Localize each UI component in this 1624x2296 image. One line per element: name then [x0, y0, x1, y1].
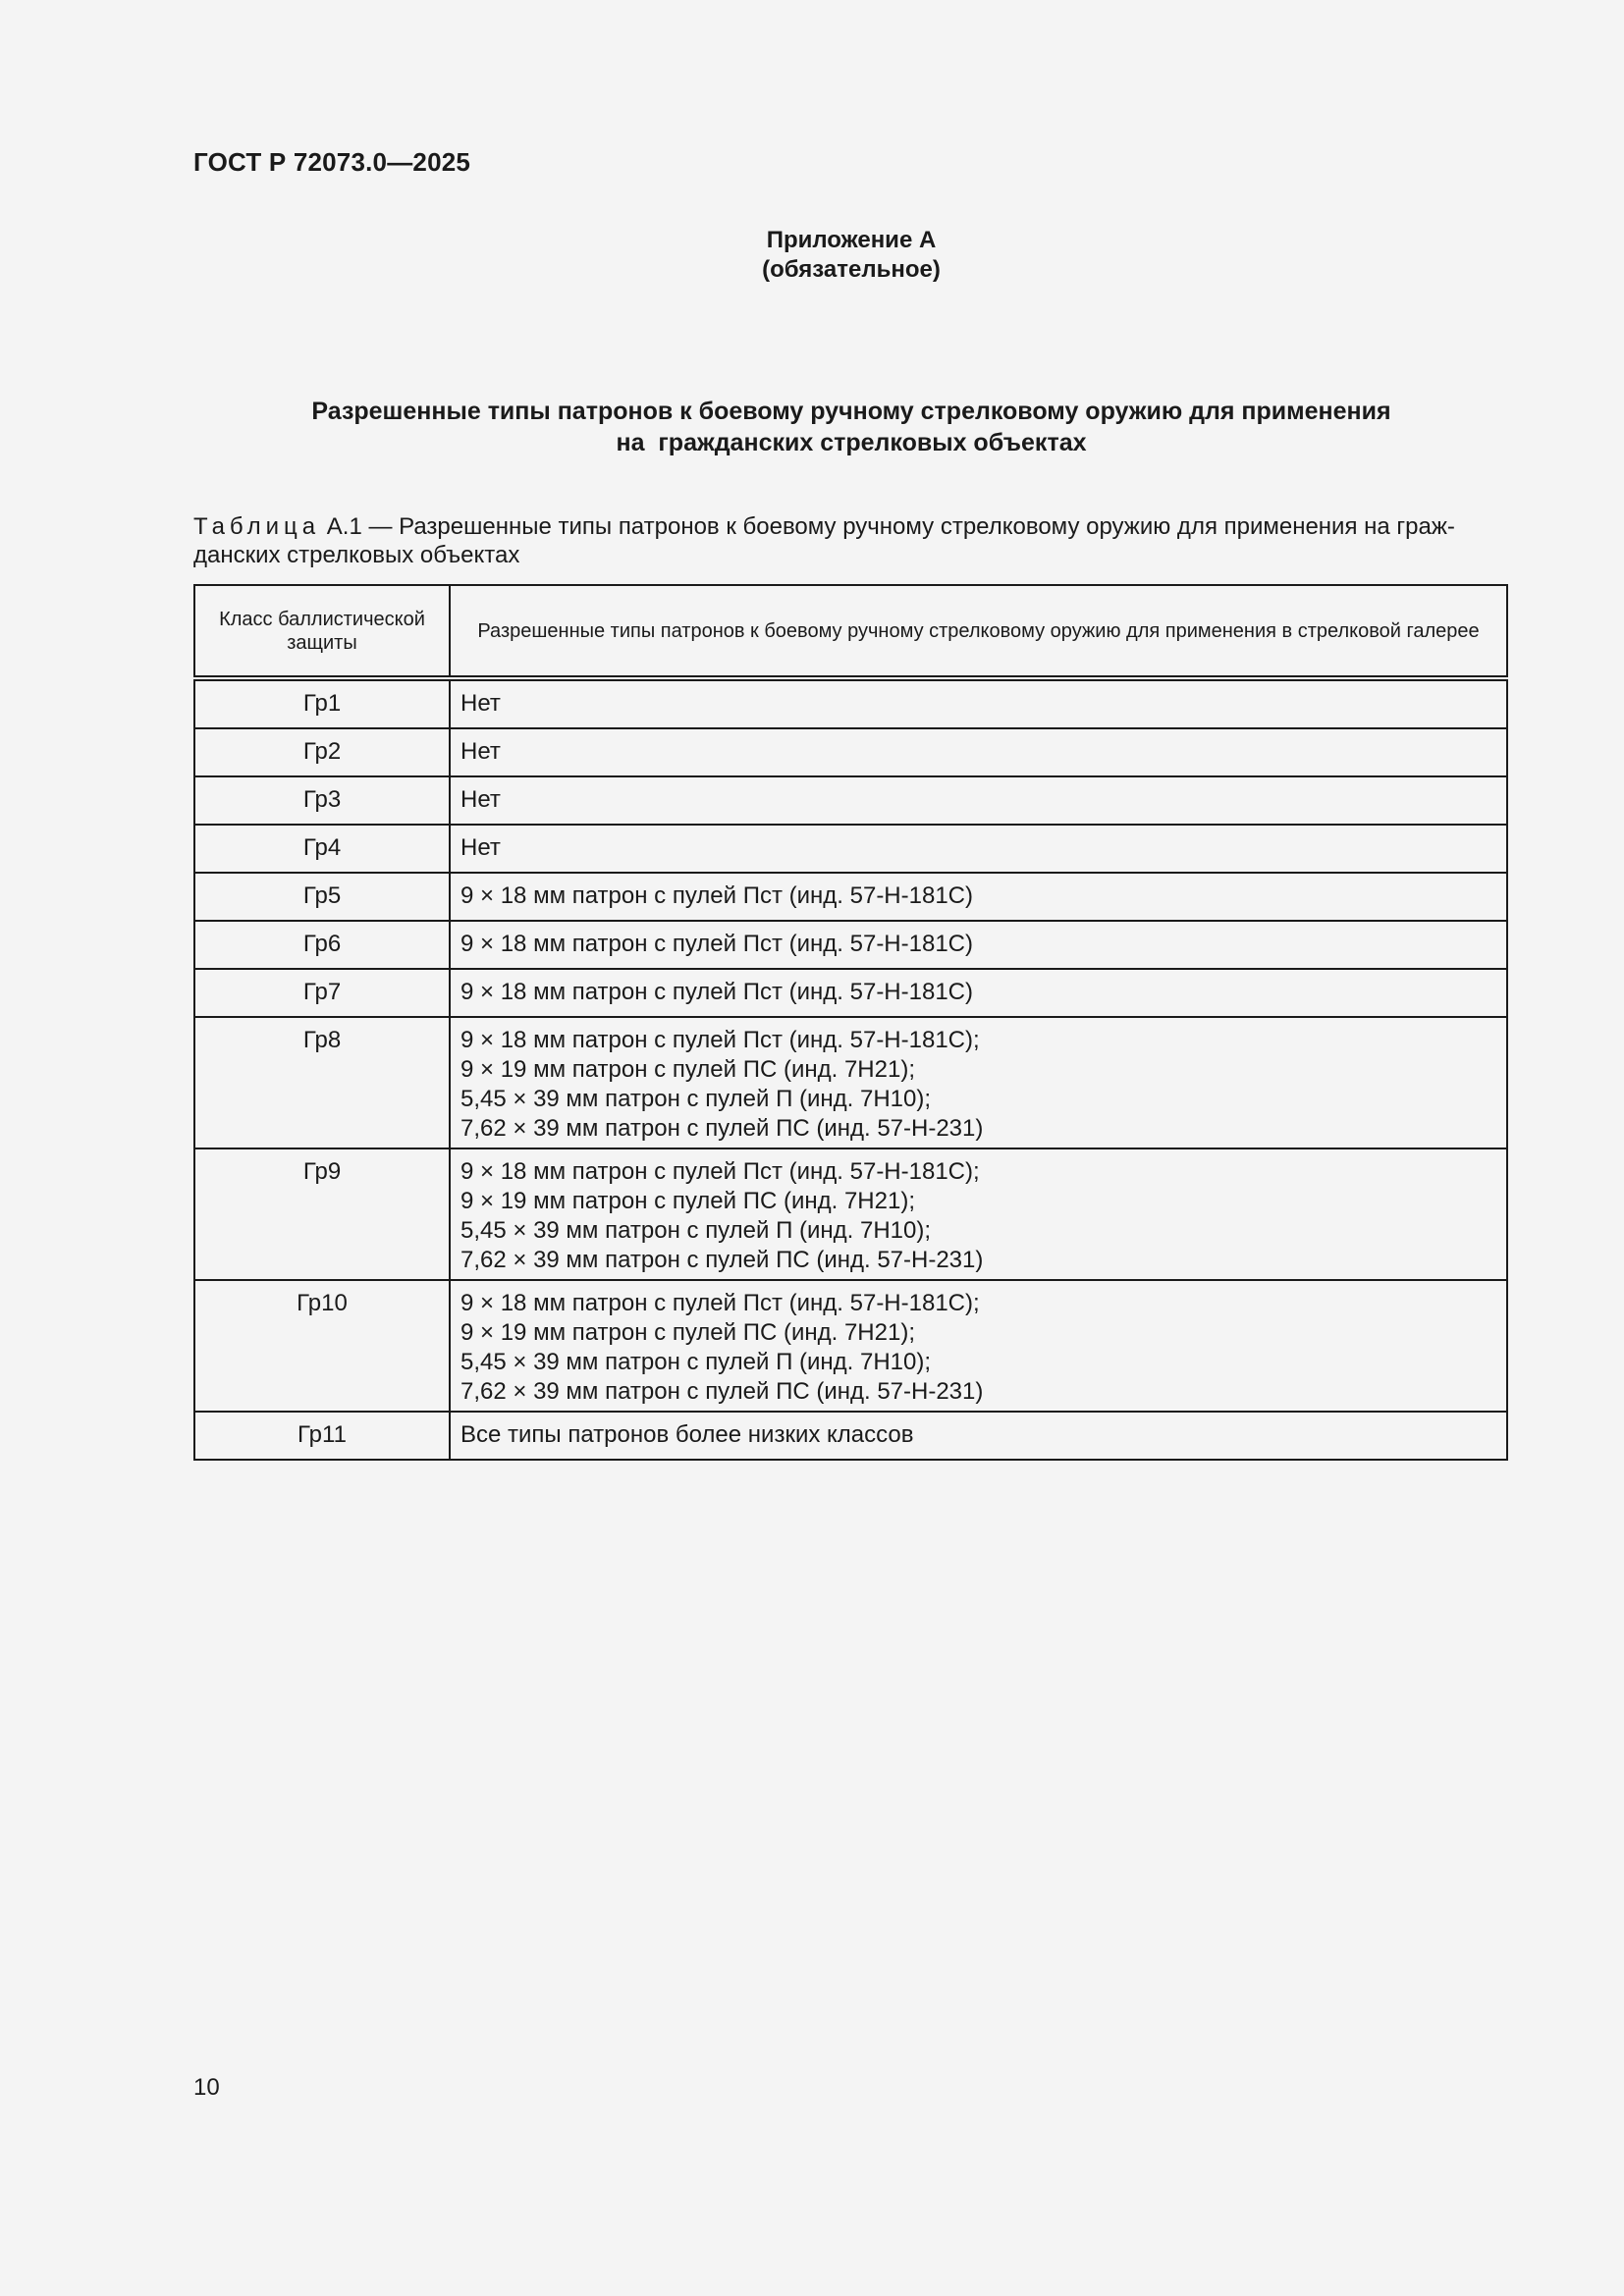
page-number: 10: [193, 2074, 220, 2101]
row-cartridges-cell: [450, 873, 1507, 921]
table-row: [194, 1017, 1507, 1148]
appendix-title: Приложение А: [766, 227, 937, 253]
cartridge-line: Нет: [460, 690, 501, 717]
table-row: [194, 728, 1507, 776]
row-class-cell: Гр6: [194, 921, 450, 969]
cartridge-line: 9 × 18 мм патрон с пулей Пст (инд. 57-Н-181С): [460, 979, 973, 1005]
cartridge-line: 7,62 × 39 мм патрон с пулей ПС (инд. 57-Н-231): [460, 1115, 984, 1142]
table-row: [194, 1280, 1507, 1412]
row-class-cell: Гр4: [194, 825, 450, 873]
row-cartridges-cell: [450, 1412, 1507, 1460]
cartridge-line: 5,45 × 39 мм патрон с пулей П (инд. 7Н10);: [460, 1349, 932, 1375]
cartridge-line: 5,45 × 39 мм патрон с пулей П (инд. 7Н10);: [460, 1217, 932, 1244]
row-class-cell: Гр9: [194, 1148, 450, 1280]
row-cartridges-cell: [450, 1148, 1507, 1280]
appendix-status: (обязательное): [762, 256, 941, 283]
cartridge-line: 7,62 × 39 мм патрон с пулей ПС (инд. 57-Н-231): [460, 1378, 984, 1405]
section-title: [193, 396, 1509, 458]
table-row: [194, 969, 1507, 1017]
cartridge-line: 9 × 19 мм патрон с пулей ПС (инд. 7Н21);: [460, 1056, 915, 1083]
row-class-cell: Гр5: [194, 873, 450, 921]
cartridge-line: Нет: [460, 738, 501, 765]
cartridge-line: 9 × 18 мм патрон с пулей Пст (инд. 57-Н-181С): [460, 882, 973, 909]
table-row: [194, 1412, 1507, 1460]
appendix-heading: [193, 226, 1509, 285]
cartridge-line: 9 × 18 мм патрон с пулей Пст (инд. 57-Н-181С);: [460, 1290, 980, 1316]
table-caption-line-2: данских стрелковых объектах: [193, 542, 520, 568]
table-row: [194, 873, 1507, 921]
section-title-line-2: на гражданских стрелковых объектах: [616, 429, 1087, 456]
table-caption-text: А.1 — Разрешенные типы патронов к боевому ручному стрелковому оружию для применения на граж-: [320, 513, 1455, 540]
cartridge-line: 9 × 18 мм патрон с пулей Пст (инд. 57-Н-181С);: [460, 1158, 980, 1185]
cartridge-line: 9 × 18 мм патрон с пулей Пст (инд. 57-Н-181С): [460, 931, 973, 957]
row-cartridges-cell: [450, 1017, 1507, 1148]
table-row: [194, 921, 1507, 969]
row-class-cell: Гр2: [194, 728, 450, 776]
table-header-row: [194, 585, 1507, 678]
row-cartridges-cell: [450, 825, 1507, 873]
table-row: [194, 1148, 1507, 1280]
row-class-cell: Гр10: [194, 1280, 450, 1412]
header-cartridges: Разрешенные типы патронов к боевому ручному стрелковому оружию для применения в стрелковой галерее: [450, 585, 1507, 678]
section-title-line-1: Разрешенные типы патронов к боевому ручному стрелковому оружию для применения: [311, 398, 1391, 425]
cartridge-line: 9 × 19 мм патрон с пулей ПС (инд. 7Н21);: [460, 1188, 915, 1214]
cartridge-line: 9 × 18 мм патрон с пулей Пст (инд. 57-Н-181С);: [460, 1027, 980, 1053]
row-class-cell: Гр3: [194, 776, 450, 825]
row-cartridges-cell: [450, 969, 1507, 1017]
cartridge-table: [193, 584, 1508, 1461]
cartridge-line: 5,45 × 39 мм патрон с пулей П (инд. 7Н10);: [460, 1086, 932, 1112]
table-body: [194, 678, 1507, 1460]
row-cartridges-cell: [450, 728, 1507, 776]
row-cartridges-cell: [450, 678, 1507, 728]
table-row: [194, 776, 1507, 825]
row-cartridges-cell: [450, 776, 1507, 825]
document-code: ГОСТ Р 72073.0—2025: [193, 147, 471, 177]
table-row: [194, 678, 1507, 728]
cartridge-line: Нет: [460, 834, 501, 861]
table-caption-line-1: [193, 512, 1509, 541]
row-class-cell: Гр11: [194, 1412, 450, 1460]
row-class-cell: Гр8: [194, 1017, 450, 1148]
row-cartridges-cell: [450, 1280, 1507, 1412]
row-class-cell: Гр1: [194, 678, 450, 728]
cartridge-line: Нет: [460, 786, 501, 813]
cartridge-line: Все типы патронов более низких классов: [460, 1421, 914, 1448]
row-class-cell: Гр7: [194, 969, 450, 1017]
table-row: [194, 825, 1507, 873]
table-caption-word: Таблица: [193, 513, 321, 540]
cartridge-line: 9 × 19 мм патрон с пулей ПС (инд. 7Н21);: [460, 1319, 915, 1346]
row-cartridges-cell: [450, 921, 1507, 969]
header-class: Класс баллистической защиты: [194, 585, 450, 678]
table-caption: [193, 512, 1509, 569]
cartridge-line: 7,62 × 39 мм патрон с пулей ПС (инд. 57-Н-231): [460, 1247, 984, 1273]
